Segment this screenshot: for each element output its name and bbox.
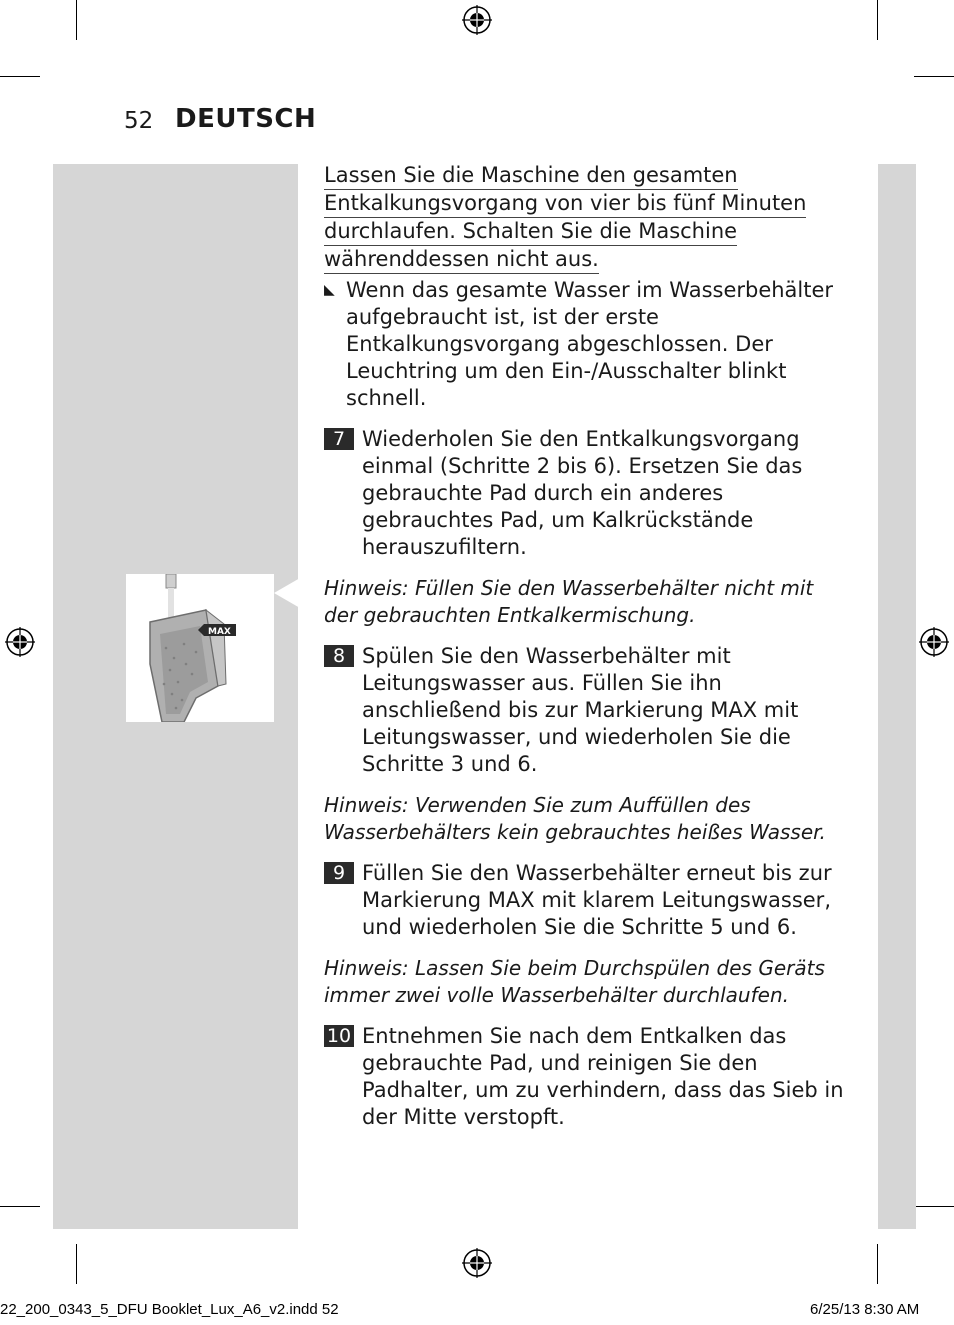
crop-mark bbox=[877, 1244, 878, 1284]
intro-line: währenddessen nicht aus. bbox=[324, 247, 599, 274]
water-tank-icon bbox=[126, 574, 274, 722]
step-text: Spülen Sie den Wasserbehälter mit Leitungswasser aus. Füllen Sie ihn anschließend bis zur Markierung MAX mit Leitungswasser, und wiederholen Sie die Schritte 3 und 6. bbox=[362, 644, 799, 776]
crop-mark bbox=[0, 76, 40, 77]
registration-mark-icon bbox=[919, 627, 949, 657]
intro-paragraph bbox=[324, 162, 844, 274]
crop-mark bbox=[76, 0, 77, 40]
registration-mark-icon bbox=[462, 1248, 492, 1278]
crop-mark bbox=[877, 0, 878, 40]
bullet-text: Wenn das gesamte Wasser im Wasserbehälter aufgebraucht ist, ist der erste Entkalkungsvorgang abgeschlossen. Der Leuchtring um den Ein-/Ausschalter blinkt schnell. bbox=[346, 278, 834, 410]
section-title: DEUTSCH bbox=[175, 104, 317, 134]
crop-mark bbox=[914, 1206, 954, 1207]
intro-line: Entkalkungsvorgang von vier bis fünf Minuten bbox=[324, 191, 806, 218]
pointer-arrow-icon bbox=[274, 578, 300, 608]
step-number: 7 bbox=[324, 428, 354, 450]
registration-mark-icon bbox=[5, 627, 35, 657]
note: Hinweis: Verwenden Sie zum Auffüllen des Wasserbehälters kein gebrauchtes heißes Wasser. bbox=[324, 793, 826, 844]
slug-date: 6/25/13 8:30 AM bbox=[810, 1301, 920, 1318]
note: Hinweis: Füllen Sie den Wasserbehälter nicht mit der gebrauchten Entkalkermischung. bbox=[324, 576, 814, 627]
result-bullet bbox=[324, 277, 844, 412]
right-sidebar bbox=[878, 164, 916, 1229]
intro-line: durchlaufen. Schalten Sie die Maschine bbox=[324, 219, 737, 246]
step-number: 8 bbox=[324, 645, 354, 667]
bullet-arrow-icon: ◣ bbox=[324, 282, 335, 298]
step-text: Entnehmen Sie nach dem Entkalken das gebrauchte Pad, und reinigen Sie den Padhalter, um zu verhindern, dass das Sieb in der Mitte verstopft. bbox=[362, 1024, 844, 1129]
step-text: Füllen Sie den Wasserbehälter erneut bis zur Markierung MAX mit klarem Leitungswasser, und wiederholen Sie die Schritte 5 und 6. bbox=[362, 861, 832, 939]
step-number: 10 bbox=[324, 1025, 354, 1047]
step-9 bbox=[324, 860, 844, 941]
slug-filename: 22_200_0343_5_DFU Booklet_Lux_A6_v2.indd 52 bbox=[0, 1301, 339, 1318]
page-number: 52 bbox=[124, 108, 154, 134]
step-7 bbox=[324, 426, 844, 561]
max-label: MAX bbox=[208, 627, 231, 637]
crop-mark bbox=[914, 76, 954, 77]
crop-mark bbox=[0, 1206, 40, 1207]
step-10 bbox=[324, 1023, 844, 1131]
instructions-column bbox=[324, 162, 844, 1131]
step-8 bbox=[324, 643, 844, 778]
intro-line: Lassen Sie die Maschine den gesamten bbox=[324, 163, 738, 190]
crop-mark bbox=[76, 1244, 77, 1284]
water-tank-illustration bbox=[126, 574, 274, 722]
registration-mark-icon bbox=[462, 5, 492, 35]
step-number: 9 bbox=[324, 862, 354, 884]
note: Hinweis: Lassen Sie beim Durchspülen des Geräts immer zwei volle Wasserbehälter durchlaufen. bbox=[324, 956, 825, 1007]
step-text: Wiederholen Sie den Entkalkungsvorgang einmal (Schritte 2 bis 6). Ersetzen Sie das gebrauchte Pad durch ein anderes gebrauchtes Pad, um Kalkrückstände herauszufiltern. bbox=[362, 427, 803, 559]
